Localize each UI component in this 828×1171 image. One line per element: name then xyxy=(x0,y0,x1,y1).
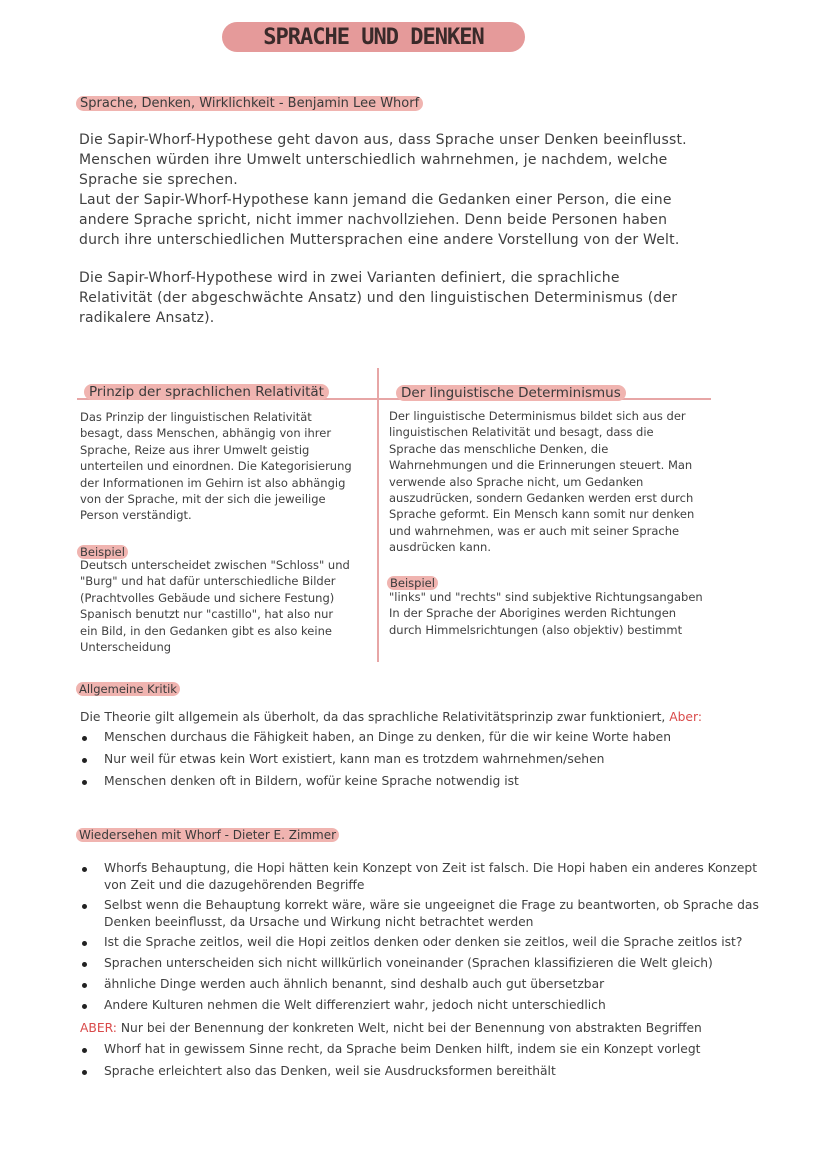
text-line: radikalere Ansatz). xyxy=(79,310,215,326)
zimmer-heading-text: Wiedersehen mit Whorf - Dieter E. Zimmer xyxy=(76,828,339,842)
left-column-heading xyxy=(84,381,329,401)
text-line: Spanisch benutzt nur "castillo", hat also nur xyxy=(80,607,334,622)
zimmer-list-a xyxy=(80,860,800,1014)
left-example-body xyxy=(80,557,378,655)
text-line: Sprache sie sprechen. xyxy=(79,172,238,188)
text-line: Selbst wenn die Behauptung korrekt wäre, wäre sie ungeeignet die Frage zu beantworten, ob Sprache das xyxy=(104,898,759,912)
text-line: Deutsch unterscheidet zwischen "Schloss" und xyxy=(80,558,350,572)
text-line: "links" und "rechts" sind subjektive Richtungsangaben xyxy=(389,590,703,604)
text-line: Menschen würden ihre Umwelt unterschiedlich wahrnehmen, je nachdem, welche xyxy=(79,152,668,168)
text-line: Das Prinzip der linguistischen Relativität xyxy=(80,410,312,424)
kritik-intro-text: Die Theorie gilt allgemein als überholt, da das sprachliche Relativitätsprinzip zwar funktioniert, xyxy=(80,710,666,724)
text-line: und wahrnehmen, was er auch mit seiner Sprache xyxy=(389,523,680,538)
zimmer-list-b xyxy=(80,1041,800,1080)
right-column-body xyxy=(389,408,719,556)
list-item xyxy=(80,934,800,951)
text-line: Denken beeinflusst, da Ursache und Wirkung nicht betrachtet werden xyxy=(104,915,534,929)
page-title: SPRACHE UND DENKEN xyxy=(222,22,525,52)
kritik-heading-text: Allgemeine Kritik xyxy=(76,682,180,696)
text-line: verwende also Sprache nicht, um Gedanken xyxy=(389,474,644,489)
left-column-heading-text: Prinzip der sprachlichen Relativität xyxy=(84,384,329,400)
kritik-aber-text: Aber: xyxy=(669,710,702,724)
text-line: Whorfs Behauptung, die Hopi hätten kein Konzept von Zeit ist falsch. Die Hopi haben ein anderes Konzept xyxy=(104,861,758,875)
text-line: ähnliche Dinge werden auch ähnlich benannt, sind deshalb auch gut übersetzbar xyxy=(104,977,605,991)
text-line: der Informationen im Gehirn ist also abhängig xyxy=(80,475,346,490)
right-column-heading xyxy=(396,382,626,402)
text-line: Die Sapir-Whorf-Hypothese geht davon aus, dass Sprache unser Denken beeinflusst. xyxy=(79,132,687,148)
intro-paragraph xyxy=(79,130,779,250)
text-line: besagt, dass Menschen, abhängig von ihrer xyxy=(80,426,332,441)
text-line: Der linguistische Determinismus bildet sich aus der xyxy=(389,409,686,423)
text-line: Sprachen unterscheiden sich nicht willkürlich voneinander (Sprachen klassifizieren die Welt gleich) xyxy=(104,956,713,970)
zimmer-heading xyxy=(76,824,339,843)
list-item: Menschen durchaus die Fähigkeit haben, an Dinge zu denken, für die wir keine Worte haben xyxy=(80,729,800,746)
text-line: Andere Kulturen nehmen die Welt differenziert wahr, jedoch nicht unterschiedlich xyxy=(104,998,606,1012)
kritik-list xyxy=(80,729,800,790)
text-line: linguistischen Relativität und besagt, dass die xyxy=(389,425,654,440)
list-item xyxy=(80,955,800,972)
list-item: Sprache erleichtert also das Denken, weil sie Ausdrucksformen bereithält xyxy=(80,1063,800,1080)
text-line: Relativität (der abgeschwächte Ansatz) und den linguistischen Determinismus (der xyxy=(79,290,678,306)
text-line: Die Sapir-Whorf-Hypothese wird in zwei Varianten definiert, die sprachliche xyxy=(79,270,620,286)
right-example-body xyxy=(389,589,729,638)
right-column-heading-text: Der linguistische Determinismus xyxy=(396,385,626,401)
list-item: Menschen denken oft in Bildern, wofür keine Sprache notwendig ist xyxy=(80,773,800,790)
text-line: In der Sprache der Aborigines werden Richtungen xyxy=(389,606,677,621)
text-line: auszudrücken, sondern Gedanken werden erst durch xyxy=(389,491,694,506)
text-line: Sprache, Reize aus ihrer Umwelt geistig xyxy=(80,442,310,457)
text-line: Sprache das menschliche Denken, die xyxy=(389,441,609,456)
text-line: Laut der Sapir-Whorf-Hypothese kann jemand die Gedanken einer Person, die eine xyxy=(79,192,672,208)
section-heading-text: Sprache, Denken, Wirklichkeit - Benjamin Lee Whorf xyxy=(76,96,423,111)
list-item: Nur weil für etwas kein Wort existiert, kann man es trotzdem wahrnehmen/sehen xyxy=(80,751,800,768)
text-line: Unterscheidung xyxy=(80,640,172,655)
list-item xyxy=(80,897,800,931)
zimmer-aber-line xyxy=(80,1020,800,1037)
list-item xyxy=(80,976,800,993)
text-line: durch ihre unterschiedlichen Muttersprachen eine andere Vorstellung von der Welt. xyxy=(79,232,680,248)
text-line: unterteilen und einordnen. Die Kategorisierung xyxy=(80,459,352,474)
left-column-body xyxy=(80,409,372,524)
list-item xyxy=(80,997,800,1014)
list-item: Whorf hat in gewissem Sinne recht, da Sprache beim Denken hilft, indem sie ein Konzept vorlegt xyxy=(80,1041,800,1058)
kritik-intro xyxy=(80,709,800,726)
text-line: (Prachtvolles Gebäude und sichere Festung) xyxy=(80,590,335,605)
example-label-text: Beispiel xyxy=(387,576,438,590)
zimmer-aber-label: ABER: xyxy=(80,1021,117,1035)
list-item xyxy=(80,860,800,894)
section-heading-whorf xyxy=(76,92,423,113)
text-line: Ist die Sprache zeitlos, weil die Hopi zeitlos denken oder denken sie zeitlos, weil die Sprache zeitlos ist? xyxy=(104,935,743,949)
text-line: Person verständigt. xyxy=(80,508,192,523)
text-line: durch Himmelsrichtungen (also objektiv) bestimmt xyxy=(389,622,683,637)
text-line: von Zeit und die dazugehörenden Begriffe xyxy=(104,878,365,892)
text-line: von der Sprache, mit der sich die jeweilige xyxy=(80,492,326,507)
kritik-heading xyxy=(76,678,180,697)
variants-paragraph xyxy=(79,268,779,328)
text-line: ein Bild, in den Gedanken gibt es also keine xyxy=(80,623,332,638)
zimmer-aber-text: Nur bei der Benennung der konkreten Welt, nicht bei der Benennung von abstrakten Begriffen xyxy=(120,1021,702,1035)
example-label-text: Beispiel xyxy=(77,545,128,559)
text-line: Wahrnehmungen und die Erinnerungen steuert. Man xyxy=(389,458,693,473)
text-line: ausdrücken kann. xyxy=(389,540,491,555)
text-line: "Burg" und hat dafür unterschiedliche Bilder xyxy=(80,574,336,589)
text-line: Sprache geformt. Ein Mensch kann somit nur denken xyxy=(389,507,695,522)
text-line: andere Sprache spricht, nicht immer nachvollziehen. Denn beide Personen haben xyxy=(79,212,668,228)
